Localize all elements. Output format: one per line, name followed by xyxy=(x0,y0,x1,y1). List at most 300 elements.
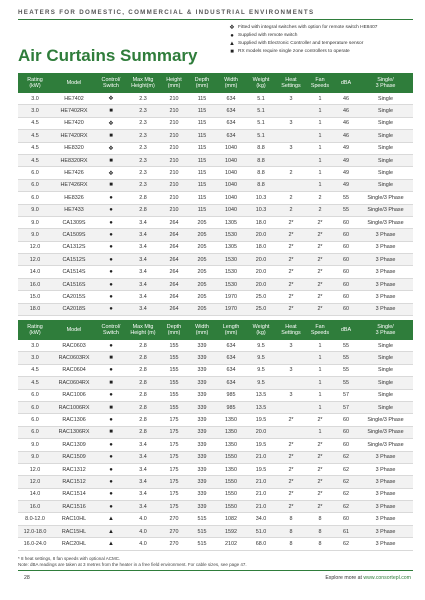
weight-cell: 10.3 xyxy=(246,192,276,204)
circle-icon: ● xyxy=(96,476,126,488)
mounting-height-cell: 4.0 xyxy=(126,525,160,537)
phase-cell: Single xyxy=(358,179,413,191)
heat-settings-cell xyxy=(276,352,306,364)
heat-settings-cell xyxy=(276,401,306,413)
model-cell: HE7426RX xyxy=(52,179,96,191)
column-header: Rating (kW) xyxy=(18,73,52,93)
dim-cell: 155 xyxy=(160,352,188,364)
square-icon: ■ xyxy=(96,154,126,166)
fan-speeds-cell: 2* xyxy=(306,414,334,426)
phase-cell: 3 Phase xyxy=(358,303,413,315)
dba-cell: 60 xyxy=(334,439,358,451)
phase-cell: Single xyxy=(358,154,413,166)
fan-speeds-cell: 1 xyxy=(306,142,334,154)
model-cell: RAC1512 xyxy=(52,476,96,488)
circle-icon: ● xyxy=(96,291,126,303)
dim-cell: 210 xyxy=(160,142,188,154)
rating-cell: 3.0 xyxy=(18,352,52,364)
dim-cell: 205 xyxy=(188,266,216,278)
column-header: Max Mtg Height (m) xyxy=(126,320,160,340)
dim-cell: 339 xyxy=(188,352,216,364)
dim-cell: 339 xyxy=(188,451,216,463)
mounting-height-cell: 3.4 xyxy=(126,291,160,303)
rating-cell: 14.0 xyxy=(18,488,52,500)
legend-item xyxy=(228,48,418,56)
dim-cell: 155 xyxy=(160,364,188,376)
dim-cell: 1350 xyxy=(216,414,246,426)
dim-cell: 270 xyxy=(160,538,188,550)
diamond-icon: ❖ xyxy=(96,93,126,105)
dim-cell: 115 xyxy=(188,204,216,216)
dba-cell: 62 xyxy=(334,488,358,500)
dim-cell: 1550 xyxy=(216,488,246,500)
dim-cell: 210 xyxy=(160,117,188,129)
phase-cell: Single/3 Phase xyxy=(358,216,413,228)
dim-cell: 155 xyxy=(160,340,188,352)
table-row xyxy=(18,204,413,216)
table-row xyxy=(18,216,413,228)
circle-icon: ● xyxy=(96,340,126,352)
phase-cell: Single xyxy=(358,389,413,401)
weight-cell: 5.1 xyxy=(246,93,276,105)
table-row xyxy=(18,142,413,154)
dim-cell: 1970 xyxy=(216,291,246,303)
mounting-height-cell: 2.3 xyxy=(126,93,160,105)
legend-text: RX models require single zone controllers to operate xyxy=(238,49,350,54)
fan-speeds-cell: 1 xyxy=(306,105,334,117)
weight-cell: 19.5 xyxy=(246,439,276,451)
model-cell: CA1516S xyxy=(52,278,96,290)
dba-cell: 55 xyxy=(334,192,358,204)
dim-cell: 634 xyxy=(216,105,246,117)
dba-cell: 62 xyxy=(334,451,358,463)
dim-cell: 210 xyxy=(160,154,188,166)
dim-cell: 210 xyxy=(160,179,188,191)
heat-settings-cell: 2 xyxy=(276,204,306,216)
dim-cell: 264 xyxy=(160,216,188,228)
symbol-legend xyxy=(228,24,418,56)
phase-cell: Single xyxy=(358,142,413,154)
heat-settings-cell: 3 xyxy=(276,93,306,105)
heat-settings-cell: 3 xyxy=(276,364,306,376)
table-row xyxy=(18,364,413,376)
weight-cell: 19.5 xyxy=(246,463,276,475)
dim-cell: 339 xyxy=(188,401,216,413)
dim-cell: 634 xyxy=(216,93,246,105)
mounting-height-cell: 3.4 xyxy=(126,216,160,228)
phase-cell: Single/3 Phase xyxy=(358,426,413,438)
dba-cell: 55 xyxy=(334,377,358,389)
dim-cell: 1350 xyxy=(216,439,246,451)
table-row xyxy=(18,401,413,413)
rating-cell: 14.0 xyxy=(18,266,52,278)
table-row xyxy=(18,439,413,451)
running-header: HEATERS FOR DOMESTIC, COMMERCIAL & INDUSTRIAL ENVIRONMENTS xyxy=(18,9,315,16)
dim-cell: 264 xyxy=(160,303,188,315)
dim-cell: 339 xyxy=(188,377,216,389)
phase-cell: Single xyxy=(358,93,413,105)
rating-cell: 6.0 xyxy=(18,389,52,401)
model-cell: RAC1306RX xyxy=(52,426,96,438)
heat-settings-cell xyxy=(276,130,306,142)
heat-settings-cell: 2* xyxy=(276,488,306,500)
heat-settings-cell: 2* xyxy=(276,414,306,426)
phase-cell: Single xyxy=(358,340,413,352)
table-row xyxy=(18,476,413,488)
mounting-height-cell: 2.8 xyxy=(126,204,160,216)
model-cell: HE7420RX xyxy=(52,130,96,142)
rating-cell: 4.5 xyxy=(18,130,52,142)
dba-cell: 60 xyxy=(334,216,358,228)
table-row xyxy=(18,340,413,352)
mounting-height-cell: 2.8 xyxy=(126,426,160,438)
column-header: Heat Settings xyxy=(276,320,306,340)
phase-cell: Single/3 Phase xyxy=(358,192,413,204)
rating-cell: 6.0 xyxy=(18,401,52,413)
phase-cell: Single/3 Phase xyxy=(358,439,413,451)
dba-cell: 49 xyxy=(334,154,358,166)
column-header: Depth (mm) xyxy=(188,73,216,93)
rating-cell: 12.0-18.0 xyxy=(18,525,52,537)
dim-cell: 1350 xyxy=(216,463,246,475)
model-cell: RAC1509 xyxy=(52,451,96,463)
dim-cell: 115 xyxy=(188,130,216,142)
table-row xyxy=(18,192,413,204)
square-icon: ■ xyxy=(96,426,126,438)
dim-cell: 205 xyxy=(188,278,216,290)
model-cell: HE8326 xyxy=(52,192,96,204)
fan-speeds-cell: 1 xyxy=(306,426,334,438)
mounting-height-cell: 2.8 xyxy=(126,414,160,426)
column-header: Model xyxy=(52,73,96,93)
dim-cell: 1305 xyxy=(216,216,246,228)
air-curtains-table-standard xyxy=(18,73,413,316)
weight-cell: 20.0 xyxy=(246,266,276,278)
fan-speeds-cell: 2* xyxy=(306,439,334,451)
weight-cell: 20.0 xyxy=(246,254,276,266)
dim-cell: 634 xyxy=(216,117,246,129)
mounting-height-cell: 3.4 xyxy=(126,476,160,488)
column-header: Depth (mm) xyxy=(160,320,188,340)
phase-cell: Single xyxy=(358,117,413,129)
dim-cell: 264 xyxy=(160,241,188,253)
dba-cell: 57 xyxy=(334,401,358,413)
mounting-height-cell: 2.3 xyxy=(126,179,160,191)
table-row xyxy=(18,501,413,513)
phase-cell: 3 Phase xyxy=(358,241,413,253)
triangle-icon: ▲ xyxy=(96,513,126,525)
circle-icon: ● xyxy=(96,488,126,500)
column-header: Single/ 3 Phase xyxy=(358,320,413,340)
dim-cell: 339 xyxy=(188,426,216,438)
dim-cell: 985 xyxy=(216,401,246,413)
mounting-height-cell: 2.3 xyxy=(126,105,160,117)
model-cell: RAC1312 xyxy=(52,463,96,475)
fan-speeds-cell: 2* xyxy=(306,241,334,253)
fan-speeds-cell: 2* xyxy=(306,291,334,303)
dim-cell: 115 xyxy=(188,167,216,179)
circle-icon: ● xyxy=(96,278,126,290)
rating-cell: 3.0 xyxy=(18,93,52,105)
weight-cell: 19.5 xyxy=(246,414,276,426)
circle-icon: ● xyxy=(96,389,126,401)
heat-settings-cell: 2* xyxy=(276,266,306,278)
dim-cell: 1530 xyxy=(216,229,246,241)
heat-settings-cell xyxy=(276,377,306,389)
weight-cell: 25.0 xyxy=(246,303,276,315)
model-cell: RAC1006RX xyxy=(52,401,96,413)
dim-cell: 1305 xyxy=(216,241,246,253)
weight-cell: 18.0 xyxy=(246,216,276,228)
rating-cell: 9.0 xyxy=(18,229,52,241)
weight-cell: 21.0 xyxy=(246,476,276,488)
phase-cell: Single xyxy=(358,401,413,413)
table-row xyxy=(18,117,413,129)
legend-text: Fitted with integral switches with option for remote switch HE8407 xyxy=(238,25,378,30)
rating-cell: 18.0 xyxy=(18,303,52,315)
heat-settings-cell: 2* xyxy=(276,254,306,266)
model-cell: CA2015S xyxy=(52,291,96,303)
dim-cell: 175 xyxy=(160,439,188,451)
dim-cell: 115 xyxy=(188,117,216,129)
dba-cell: 60 xyxy=(334,254,358,266)
circle-icon: ● xyxy=(96,501,126,513)
mounting-height-cell: 2.3 xyxy=(126,167,160,179)
rating-cell: 4.5 xyxy=(18,154,52,166)
mounting-height-cell: 2.3 xyxy=(126,130,160,142)
dba-cell: 46 xyxy=(334,105,358,117)
circle-icon: ● xyxy=(230,33,234,39)
mounting-height-cell: 2.8 xyxy=(126,352,160,364)
fan-speeds-cell: 2* xyxy=(306,488,334,500)
mounting-height-cell: 2.8 xyxy=(126,192,160,204)
dba-cell: 46 xyxy=(334,117,358,129)
legend-text: Supplied with remote switch xyxy=(238,33,298,38)
model-cell: HE8320 xyxy=(52,142,96,154)
rating-cell: 3.0 xyxy=(18,105,52,117)
fan-speeds-cell: 1 xyxy=(306,377,334,389)
table-row xyxy=(18,167,413,179)
dba-cell: 62 xyxy=(334,476,358,488)
dim-cell: 264 xyxy=(160,229,188,241)
circle-icon: ● xyxy=(96,364,126,376)
table-row xyxy=(18,154,413,166)
model-cell: RAC10HL xyxy=(52,513,96,525)
dim-cell: 1082 xyxy=(216,513,246,525)
model-cell: HE7402 xyxy=(52,93,96,105)
dim-cell: 1040 xyxy=(216,154,246,166)
mounting-height-cell: 3.4 xyxy=(126,451,160,463)
rating-cell: 9.0 xyxy=(18,439,52,451)
legend-item xyxy=(228,32,418,40)
dim-cell: 264 xyxy=(160,291,188,303)
weight-cell: 21.0 xyxy=(246,451,276,463)
square-icon: ■ xyxy=(96,179,126,191)
square-icon: ■ xyxy=(96,352,126,364)
dim-cell: 210 xyxy=(160,167,188,179)
heat-settings-cell: 8 xyxy=(276,513,306,525)
phase-cell: 3 Phase xyxy=(358,501,413,513)
mounting-height-cell: 3.4 xyxy=(126,488,160,500)
dim-cell: 115 xyxy=(188,93,216,105)
table-row xyxy=(18,451,413,463)
diamond-icon: ❖ xyxy=(229,25,235,31)
diamond-icon: ❖ xyxy=(96,142,126,154)
heat-settings-cell: 2* xyxy=(276,463,306,475)
footer-label: Explore more at xyxy=(325,575,362,581)
triangle-icon: ▲ xyxy=(96,525,126,537)
phase-cell: 3 Phase xyxy=(358,463,413,475)
dim-cell: 155 xyxy=(160,401,188,413)
dim-cell: 115 xyxy=(188,179,216,191)
dba-cell: 55 xyxy=(334,364,358,376)
dim-cell: 2102 xyxy=(216,538,246,550)
rating-cell: 9.0 xyxy=(18,216,52,228)
table-row xyxy=(18,463,413,475)
weight-cell: 8.8 xyxy=(246,142,276,154)
air-curtains-table-rac xyxy=(18,320,413,551)
heat-settings-cell: 8 xyxy=(276,538,306,550)
rating-cell: 12.0 xyxy=(18,476,52,488)
heat-settings-cell: 8 xyxy=(276,525,306,537)
model-cell: HE8320RX xyxy=(52,154,96,166)
dim-cell: 339 xyxy=(188,439,216,451)
phase-cell: 3 Phase xyxy=(358,476,413,488)
heat-settings-cell: 2* xyxy=(276,278,306,290)
rating-cell: 4.5 xyxy=(18,117,52,129)
table-row xyxy=(18,303,413,315)
fan-speeds-cell: 1 xyxy=(306,167,334,179)
fan-speeds-cell: 1 xyxy=(306,154,334,166)
table-row xyxy=(18,93,413,105)
model-cell: CA1309S xyxy=(52,216,96,228)
diamond-icon: ❖ xyxy=(96,117,126,129)
fan-speeds-cell: 2* xyxy=(306,278,334,290)
dim-cell: 339 xyxy=(188,389,216,401)
fan-speeds-cell: 2* xyxy=(306,451,334,463)
dim-cell: 205 xyxy=(188,254,216,266)
column-header: Max Mtg Height(m) xyxy=(126,73,160,93)
phase-cell: 3 Phase xyxy=(358,229,413,241)
weight-cell: 20.0 xyxy=(246,426,276,438)
dim-cell: 634 xyxy=(216,340,246,352)
mounting-height-cell: 3.4 xyxy=(126,303,160,315)
heat-settings-cell xyxy=(276,179,306,191)
dim-cell: 115 xyxy=(188,105,216,117)
phase-cell: 3 Phase xyxy=(358,538,413,550)
phase-cell: Single xyxy=(358,364,413,376)
circle-icon: ● xyxy=(96,463,126,475)
dim-cell: 339 xyxy=(188,340,216,352)
column-header: Fan Speeds xyxy=(306,73,334,93)
model-cell: HE7426 xyxy=(52,167,96,179)
fan-speeds-cell: 2* xyxy=(306,229,334,241)
dim-cell: 175 xyxy=(160,426,188,438)
weight-cell: 20.0 xyxy=(246,278,276,290)
dim-cell: 210 xyxy=(160,204,188,216)
dba-cell: 60 xyxy=(334,291,358,303)
table-row xyxy=(18,513,413,525)
dim-cell: 515 xyxy=(188,538,216,550)
circle-icon: ● xyxy=(96,303,126,315)
rating-cell: 15.0 xyxy=(18,291,52,303)
heat-settings-cell: 3 xyxy=(276,340,306,352)
circle-icon: ● xyxy=(96,414,126,426)
website-link[interactable]: www.consortepl.com xyxy=(363,575,411,581)
model-cell: HE7433 xyxy=(52,204,96,216)
column-header: Fan Speeds xyxy=(306,320,334,340)
dim-cell: 339 xyxy=(188,463,216,475)
page-title: Air Curtains Summary xyxy=(18,46,198,65)
page-number: 28 xyxy=(24,575,30,581)
column-header: Weight (kg) xyxy=(246,320,276,340)
rating-cell: 3.0 xyxy=(18,340,52,352)
fan-speeds-cell: 2* xyxy=(306,266,334,278)
legend-item xyxy=(228,40,418,48)
dba-cell: 60 xyxy=(334,278,358,290)
dim-cell: 210 xyxy=(160,93,188,105)
weight-cell: 34.0 xyxy=(246,513,276,525)
dba-cell: 60 xyxy=(334,513,358,525)
column-header: dBA xyxy=(334,73,358,93)
dim-cell: 115 xyxy=(188,192,216,204)
dim-cell: 115 xyxy=(188,154,216,166)
fan-speeds-cell: 2* xyxy=(306,254,334,266)
table-row xyxy=(18,414,413,426)
square-icon: ■ xyxy=(96,105,126,117)
model-cell: HE7402RX xyxy=(52,105,96,117)
phase-cell: Single xyxy=(358,377,413,389)
model-cell: RAC1516 xyxy=(52,501,96,513)
legend-text: Supplied with Electronic Controller and temperature sensor xyxy=(238,41,364,46)
rating-cell: 6.0 xyxy=(18,192,52,204)
fan-speeds-cell: 2 xyxy=(306,204,334,216)
dim-cell: 205 xyxy=(188,216,216,228)
weight-cell: 8.8 xyxy=(246,154,276,166)
weight-cell: 8.8 xyxy=(246,179,276,191)
weight-cell: 13.5 xyxy=(246,389,276,401)
dba-cell: 49 xyxy=(334,179,358,191)
mounting-height-cell: 3.4 xyxy=(126,463,160,475)
model-cell: RAC1306 xyxy=(52,414,96,426)
table-row xyxy=(18,488,413,500)
weight-cell: 20.0 xyxy=(246,229,276,241)
weight-cell: 5.1 xyxy=(246,117,276,129)
fan-speeds-cell: 2* xyxy=(306,476,334,488)
fan-speeds-cell: 1 xyxy=(306,364,334,376)
heat-settings-cell xyxy=(276,154,306,166)
mounting-height-cell: 2.8 xyxy=(126,401,160,413)
dim-cell: 155 xyxy=(160,389,188,401)
column-header: Width (mm) xyxy=(188,320,216,340)
dim-cell: 175 xyxy=(160,463,188,475)
rating-cell: 8.0-12.0 xyxy=(18,513,52,525)
table-row xyxy=(18,241,413,253)
mounting-height-cell: 3.4 xyxy=(126,229,160,241)
dim-cell: 1550 xyxy=(216,501,246,513)
dim-cell: 339 xyxy=(188,364,216,376)
mounting-height-cell: 2.8 xyxy=(126,340,160,352)
dim-cell: 270 xyxy=(160,513,188,525)
diamond-icon: ❖ xyxy=(96,167,126,179)
dim-cell: 205 xyxy=(188,303,216,315)
fan-speeds-cell: 1 xyxy=(306,93,334,105)
heat-settings-cell xyxy=(276,105,306,117)
mounting-height-cell: 3.4 xyxy=(126,439,160,451)
dim-cell: 175 xyxy=(160,476,188,488)
dba-cell: 49 xyxy=(334,142,358,154)
dba-cell: 60 xyxy=(334,229,358,241)
